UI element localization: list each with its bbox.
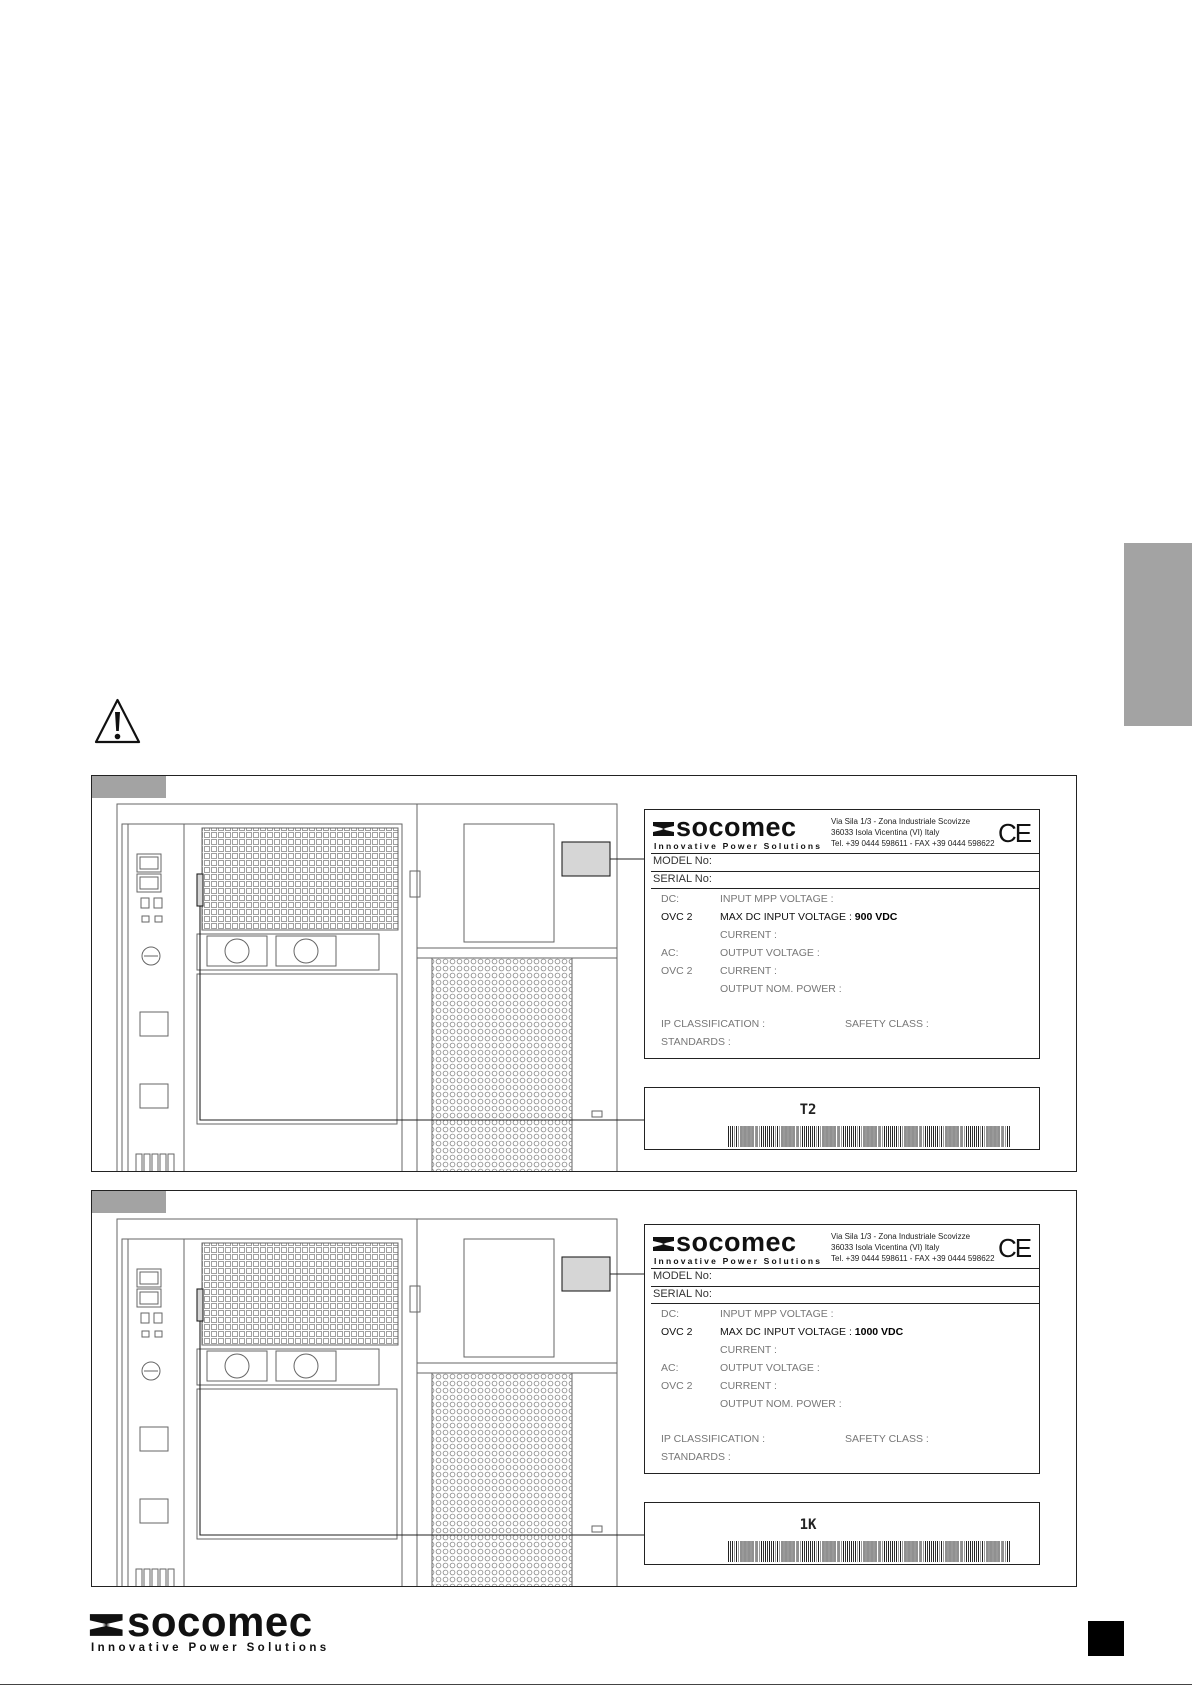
dc-label: DC: [661, 893, 680, 905]
standards: STANDARDS : [661, 1451, 731, 1463]
barcode-label-2 [644, 1502, 1040, 1565]
output-nom-power: OUTPUT NOM. POWER : [720, 1398, 842, 1410]
serial-field: SERIAL No: [653, 873, 712, 885]
input-mpp-voltage: INPUT MPP VOLTAGE : [720, 1308, 834, 1320]
standards: STANDARDS : [661, 1036, 731, 1048]
address [831, 816, 995, 849]
address-line-1: Via Sila 1/3 - Zona Industriale Scovizze [831, 1232, 971, 1241]
max-dc-input-value: 900 VDC [854, 911, 898, 923]
barcode [728, 1541, 1011, 1562]
output-voltage: OUTPUT VOLTAGE : [720, 947, 820, 959]
label-logo-row [653, 814, 1033, 850]
section-tab [1124, 543, 1192, 726]
label-logo-row [653, 1229, 1033, 1265]
address-line-3: Tel. +39 0444 598611 - FAX +39 0444 598622 [831, 839, 995, 848]
figure-panel-1 [91, 775, 1077, 1172]
socomec-logo-icon [653, 1235, 675, 1253]
divider [651, 1268, 1039, 1269]
model-field: MODEL No: [653, 1270, 712, 1282]
divider [651, 853, 1039, 854]
ip-classification: IP CLASSIFICATION : [661, 1018, 766, 1030]
footer-logo-word [89, 1598, 313, 1646]
ovc-dc: OVC 2 [661, 1326, 693, 1338]
barcode-code: 1K [799, 1517, 817, 1533]
rating-label-1 [644, 809, 1040, 1059]
address-line-2: 36033 Isola Vicentina (VI) Italy [831, 1243, 940, 1252]
max-dc-input-value: 1000 VDC [854, 1326, 904, 1338]
ovc-dc: OVC 2 [661, 911, 693, 923]
safety-class: SAFETY CLASS : [845, 1018, 929, 1030]
brand-name: socomec [676, 1227, 797, 1257]
ip-classification: IP CLASSIFICATION : [661, 1433, 766, 1445]
page-number-box [1088, 1621, 1124, 1656]
dc-current: CURRENT : [720, 929, 777, 941]
rating-label-2 [644, 1224, 1040, 1474]
input-mpp-voltage: INPUT MPP VOLTAGE : [720, 893, 834, 905]
ac-current: CURRENT : [720, 1380, 777, 1392]
max-dc-input-label: MAX DC INPUT VOLTAGE : [720, 911, 852, 923]
ac-label: AC: [661, 947, 679, 959]
socomec-logo-icon [89, 1611, 125, 1639]
label-brand-logo [653, 812, 797, 843]
dc-current: CURRENT : [720, 1344, 777, 1356]
footer-brand-name: socomec [127, 1598, 313, 1645]
max-dc-input-voltage [720, 1326, 903, 1338]
divider [651, 1286, 1039, 1287]
label-brand-logo [653, 1227, 797, 1258]
barcode-label-1 [644, 1087, 1040, 1150]
barcode-code: T2 [799, 1102, 817, 1118]
safety-class: SAFETY CLASS : [845, 1433, 929, 1445]
ovc-ac: OVC 2 [661, 965, 693, 977]
brand-name: socomec [676, 812, 797, 842]
ac-current: CURRENT : [720, 965, 777, 977]
socomec-logo-icon [653, 820, 675, 838]
divider [651, 871, 1039, 872]
barcode [728, 1126, 1011, 1147]
output-nom-power: OUTPUT NOM. POWER : [720, 983, 842, 995]
address [831, 1231, 995, 1264]
figure-panel-2 [91, 1190, 1077, 1587]
max-dc-input-voltage [720, 911, 897, 923]
warning-triangle-icon [93, 697, 142, 745]
address-line-1: Via Sila 1/3 - Zona Industriale Scovizze [831, 817, 971, 826]
output-voltage: OUTPUT VOLTAGE : [720, 1362, 820, 1374]
serial-field: SERIAL No: [653, 1288, 712, 1300]
address-line-3: Tel. +39 0444 598611 - FAX +39 0444 598622 [831, 1254, 995, 1263]
footer-brand-tagline: Innovative Power Solutions [91, 1642, 330, 1654]
address-line-2: 36033 Isola Vicentina (VI) Italy [831, 828, 940, 837]
brand-tagline: Innovative Power Solutions [654, 841, 823, 851]
max-dc-input-label: MAX DC INPUT VOLTAGE : [720, 1326, 852, 1338]
divider [651, 888, 1039, 889]
ovc-ac: OVC 2 [661, 1380, 693, 1392]
divider [651, 1303, 1039, 1304]
ac-label: AC: [661, 1362, 679, 1374]
dc-label: DC: [661, 1308, 680, 1320]
model-field: MODEL No: [653, 855, 712, 867]
brand-tagline: Innovative Power Solutions [654, 1256, 823, 1266]
ce-mark: CE [998, 1233, 1031, 1263]
ce-mark: CE [998, 818, 1031, 848]
footer-brand-logo [89, 1598, 349, 1656]
